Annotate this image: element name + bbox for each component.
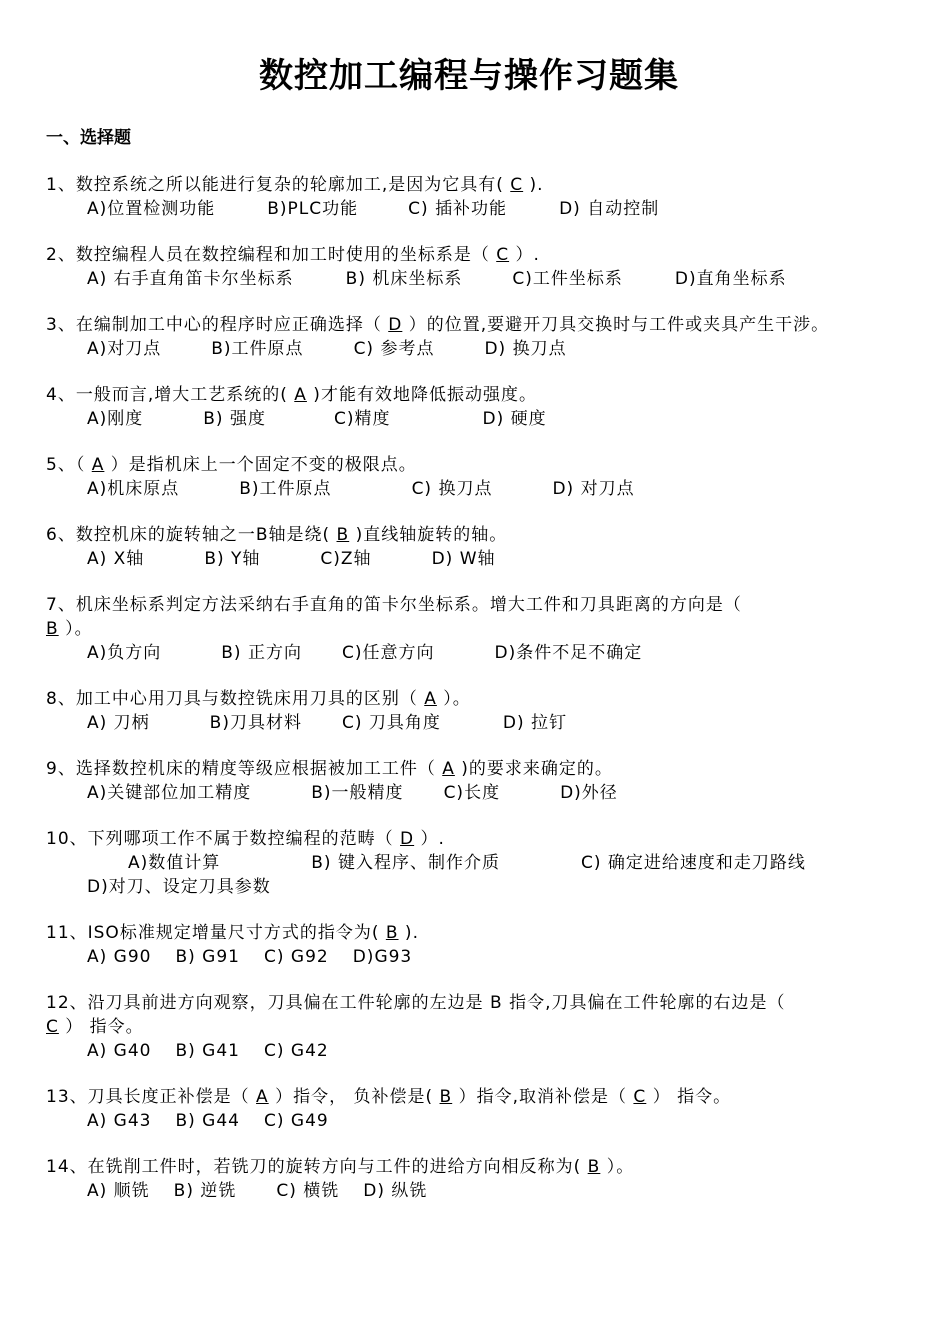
answer-letter: A [442, 759, 455, 779]
answer-letter: C [633, 1087, 647, 1107]
question-text: ). [398, 923, 419, 943]
question-text: ） 指令。 [58, 1017, 144, 1037]
option-item: D) W轴 [431, 549, 496, 569]
question-text: 6、数控机床的旋转轴之一B轴是绕( [46, 525, 337, 545]
option-item: D)外径 [560, 783, 618, 803]
question-item [46, 383, 892, 431]
option-item: B) 强度 [203, 409, 266, 429]
question-item [46, 991, 892, 1063]
option-item: A)位置检测功能 [87, 199, 216, 219]
question-text: 8、加工中心用刀具与数控铣床用刀具的区别（ [46, 689, 425, 709]
question-text: ）. [509, 245, 540, 265]
option-item: C) 插补功能 [408, 199, 508, 219]
answer-letter: B [46, 619, 59, 639]
option-item: B) 正方向 [221, 643, 302, 663]
option-item: C) 横铣 [276, 1181, 340, 1201]
question-text: 9、选择数控机床的精度等级应根据被加工工件（ [46, 759, 443, 779]
question-text: 5、（ [46, 455, 92, 475]
question-item [46, 593, 892, 665]
answer-letter: A [91, 455, 105, 475]
option-item: D) 自动控制 [559, 199, 660, 219]
option-item: D) 拉钉 [502, 713, 568, 733]
option-item: A) 刀柄 [87, 713, 150, 733]
option-item: A) 顺铣 [87, 1181, 150, 1201]
question-item [46, 173, 892, 221]
option-item: A) G43 [87, 1111, 152, 1131]
answer-letter: D [388, 315, 403, 335]
question-text: ） 指令。 [646, 1087, 732, 1107]
question-stem [46, 687, 892, 711]
question-item [46, 313, 892, 361]
question-stem [46, 1155, 892, 1179]
question-item [46, 453, 892, 501]
question-text: ）。 [58, 619, 93, 639]
option-item: D)对刀、设定刀具参数 [87, 877, 271, 897]
answer-letter: A [256, 1087, 269, 1107]
option-item: B) G91 [175, 947, 240, 967]
answer-letter: C [46, 1017, 59, 1037]
option-item: A) G40 [87, 1041, 152, 1061]
option-item: C) G92 [264, 947, 329, 967]
question-text: ）是指机床上一个固定不变的极限点。 [104, 455, 417, 475]
option-item: A)机床原点 [87, 479, 180, 499]
question-text: 13、刀具长度正补偿是（ [46, 1087, 257, 1107]
option-item: B) Y轴 [204, 549, 261, 569]
option-item: C)精度 [333, 409, 391, 429]
question-text: 7、机床坐标系判定方法采纳右手直角的笛卡尔坐标系。增大工件和刀具距离的方向是（ [46, 595, 742, 615]
option-item: A)关键部位加工精度 [87, 783, 252, 803]
question-stem [46, 827, 892, 851]
option-row [46, 1109, 892, 1133]
question-item [46, 243, 892, 291]
question-text: ）。 [600, 1157, 635, 1177]
option-row [46, 197, 892, 221]
question-stem [46, 173, 892, 197]
answer-letter: B [439, 1087, 453, 1107]
option-item: B)工件原点 [211, 339, 304, 359]
option-item: B)工件原点 [239, 479, 332, 499]
question-text: 2、数控编程人员在数控编程和加工时使用的坐标系是（ [46, 245, 497, 265]
option-item: C)Z轴 [320, 549, 372, 569]
question-stem [46, 453, 892, 477]
section-heading: 一、选择题 [46, 128, 131, 148]
question-item [46, 757, 892, 805]
question-item [46, 1085, 892, 1133]
question-text: 14、在铣削工件时，若铣刀的旋转方向与工件的进给方向相反称为( [46, 1157, 588, 1177]
question-item [46, 687, 892, 735]
answer-letter: C [510, 175, 524, 195]
option-row [46, 711, 892, 735]
question-stem [46, 593, 892, 641]
option-item: B) G41 [175, 1041, 240, 1061]
option-item: B)一般精度 [311, 783, 404, 803]
option-item: D)条件不足不确定 [494, 643, 643, 663]
option-row [46, 267, 892, 291]
question-text: 4、一般而言,增大工艺系统的( [46, 385, 295, 405]
question-text: ）. [414, 829, 445, 849]
answer-letter: B [385, 923, 399, 943]
answer-letter: A [294, 385, 307, 405]
option-item: A)对刀点 [87, 339, 162, 359]
question-stem [46, 991, 892, 1039]
option-item: A) G90 [87, 947, 152, 967]
option-item: B)PLC功能 [267, 199, 359, 219]
question-text: )的要求来确定的。 [454, 759, 613, 779]
question-stem [46, 523, 892, 547]
question-text: ）指令， 负补偿是( [268, 1087, 440, 1107]
question-text: 3、在编制加工中心的程序时应正确选择（ [46, 315, 389, 335]
question-item [46, 827, 892, 899]
answer-letter: A [424, 689, 437, 709]
question-stem [46, 243, 892, 267]
question-text: 11、ISO标准规定增量尺寸方式的指令为( [46, 923, 386, 943]
option-item: B) G44 [175, 1111, 240, 1131]
option-item: C) 刀具角度 [341, 713, 441, 733]
option-item: A)刚度 [87, 409, 144, 429]
option-row [46, 1039, 892, 1063]
option-item: A)数值计算 [128, 853, 221, 873]
question-text: ）的位置,要避开刀具交换时与工件或夹具产生干涉。 [402, 315, 830, 335]
page-title: 数控加工编程与操作习题集 [259, 56, 679, 96]
option-item: D) 硬度 [482, 409, 547, 429]
question-text: ）指令,取消补偿是（ [452, 1087, 634, 1107]
option-item: C)长度 [443, 783, 501, 803]
option-row [46, 477, 892, 501]
option-item: C)工件坐标系 [512, 269, 623, 289]
option-row [46, 945, 892, 969]
option-item: A)负方向 [87, 643, 162, 663]
question-item [46, 523, 892, 571]
option-item: B) 键入程序、制作介质 [311, 853, 500, 873]
question-text: ). [523, 175, 544, 195]
question-item [46, 1155, 892, 1203]
option-item: D) 纵铣 [363, 1181, 428, 1201]
option-item: D)直角坐标系 [674, 269, 787, 289]
question-text: 1、数控系统之所以能进行复杂的轮廓加工,是因为它具有( [46, 175, 511, 195]
option-item: B) 逆铣 [173, 1181, 237, 1201]
option-item: C)任意方向 [341, 643, 435, 663]
option-row [46, 547, 892, 571]
answer-letter: B [336, 525, 350, 545]
question-text: 12、沿刀具前进方向观察，刀具偏在工件轮廓的左边是 B 指令,刀具偏在工件轮廓的右边是（ [46, 993, 786, 1013]
question-text: 10、下列哪项工作不属于数控编程的范畴（ [46, 829, 401, 849]
answer-letter: B [587, 1157, 601, 1177]
question-stem [46, 921, 892, 945]
option-item: D) 对刀点 [552, 479, 635, 499]
option-row [46, 1179, 892, 1203]
option-item: A) 右手直角笛卡尔坐标系 [87, 269, 294, 289]
option-item: C) 换刀点 [411, 479, 493, 499]
question-text: ）。 [436, 689, 471, 709]
option-item: C) 参考点 [353, 339, 435, 359]
question-text: )直线轴旋转的轴。 [349, 525, 508, 545]
option-item: A) X轴 [87, 549, 145, 569]
question-stem [46, 1085, 892, 1109]
answer-letter: C [496, 245, 510, 265]
question-stem [46, 757, 892, 781]
question-stem [46, 313, 892, 337]
question-item [46, 921, 892, 969]
answer-letter: D [400, 829, 415, 849]
option-row [46, 851, 892, 899]
option-item: C) G42 [264, 1041, 329, 1061]
option-row [46, 407, 892, 431]
option-item: C) G49 [264, 1111, 329, 1131]
question-text: )才能有效地降低振动强度。 [306, 385, 537, 405]
option-item: D) 换刀点 [484, 339, 567, 359]
option-row [46, 781, 892, 805]
option-row [46, 641, 892, 665]
option-item: B)刀具材料 [209, 713, 302, 733]
option-row [46, 337, 892, 361]
question-stem [46, 383, 892, 407]
option-item: B) 机床坐标系 [345, 269, 463, 289]
option-item: D)G93 [352, 947, 413, 967]
question-list [46, 173, 892, 1203]
option-item: C) 确定进给速度和走刀路线 [580, 853, 806, 873]
